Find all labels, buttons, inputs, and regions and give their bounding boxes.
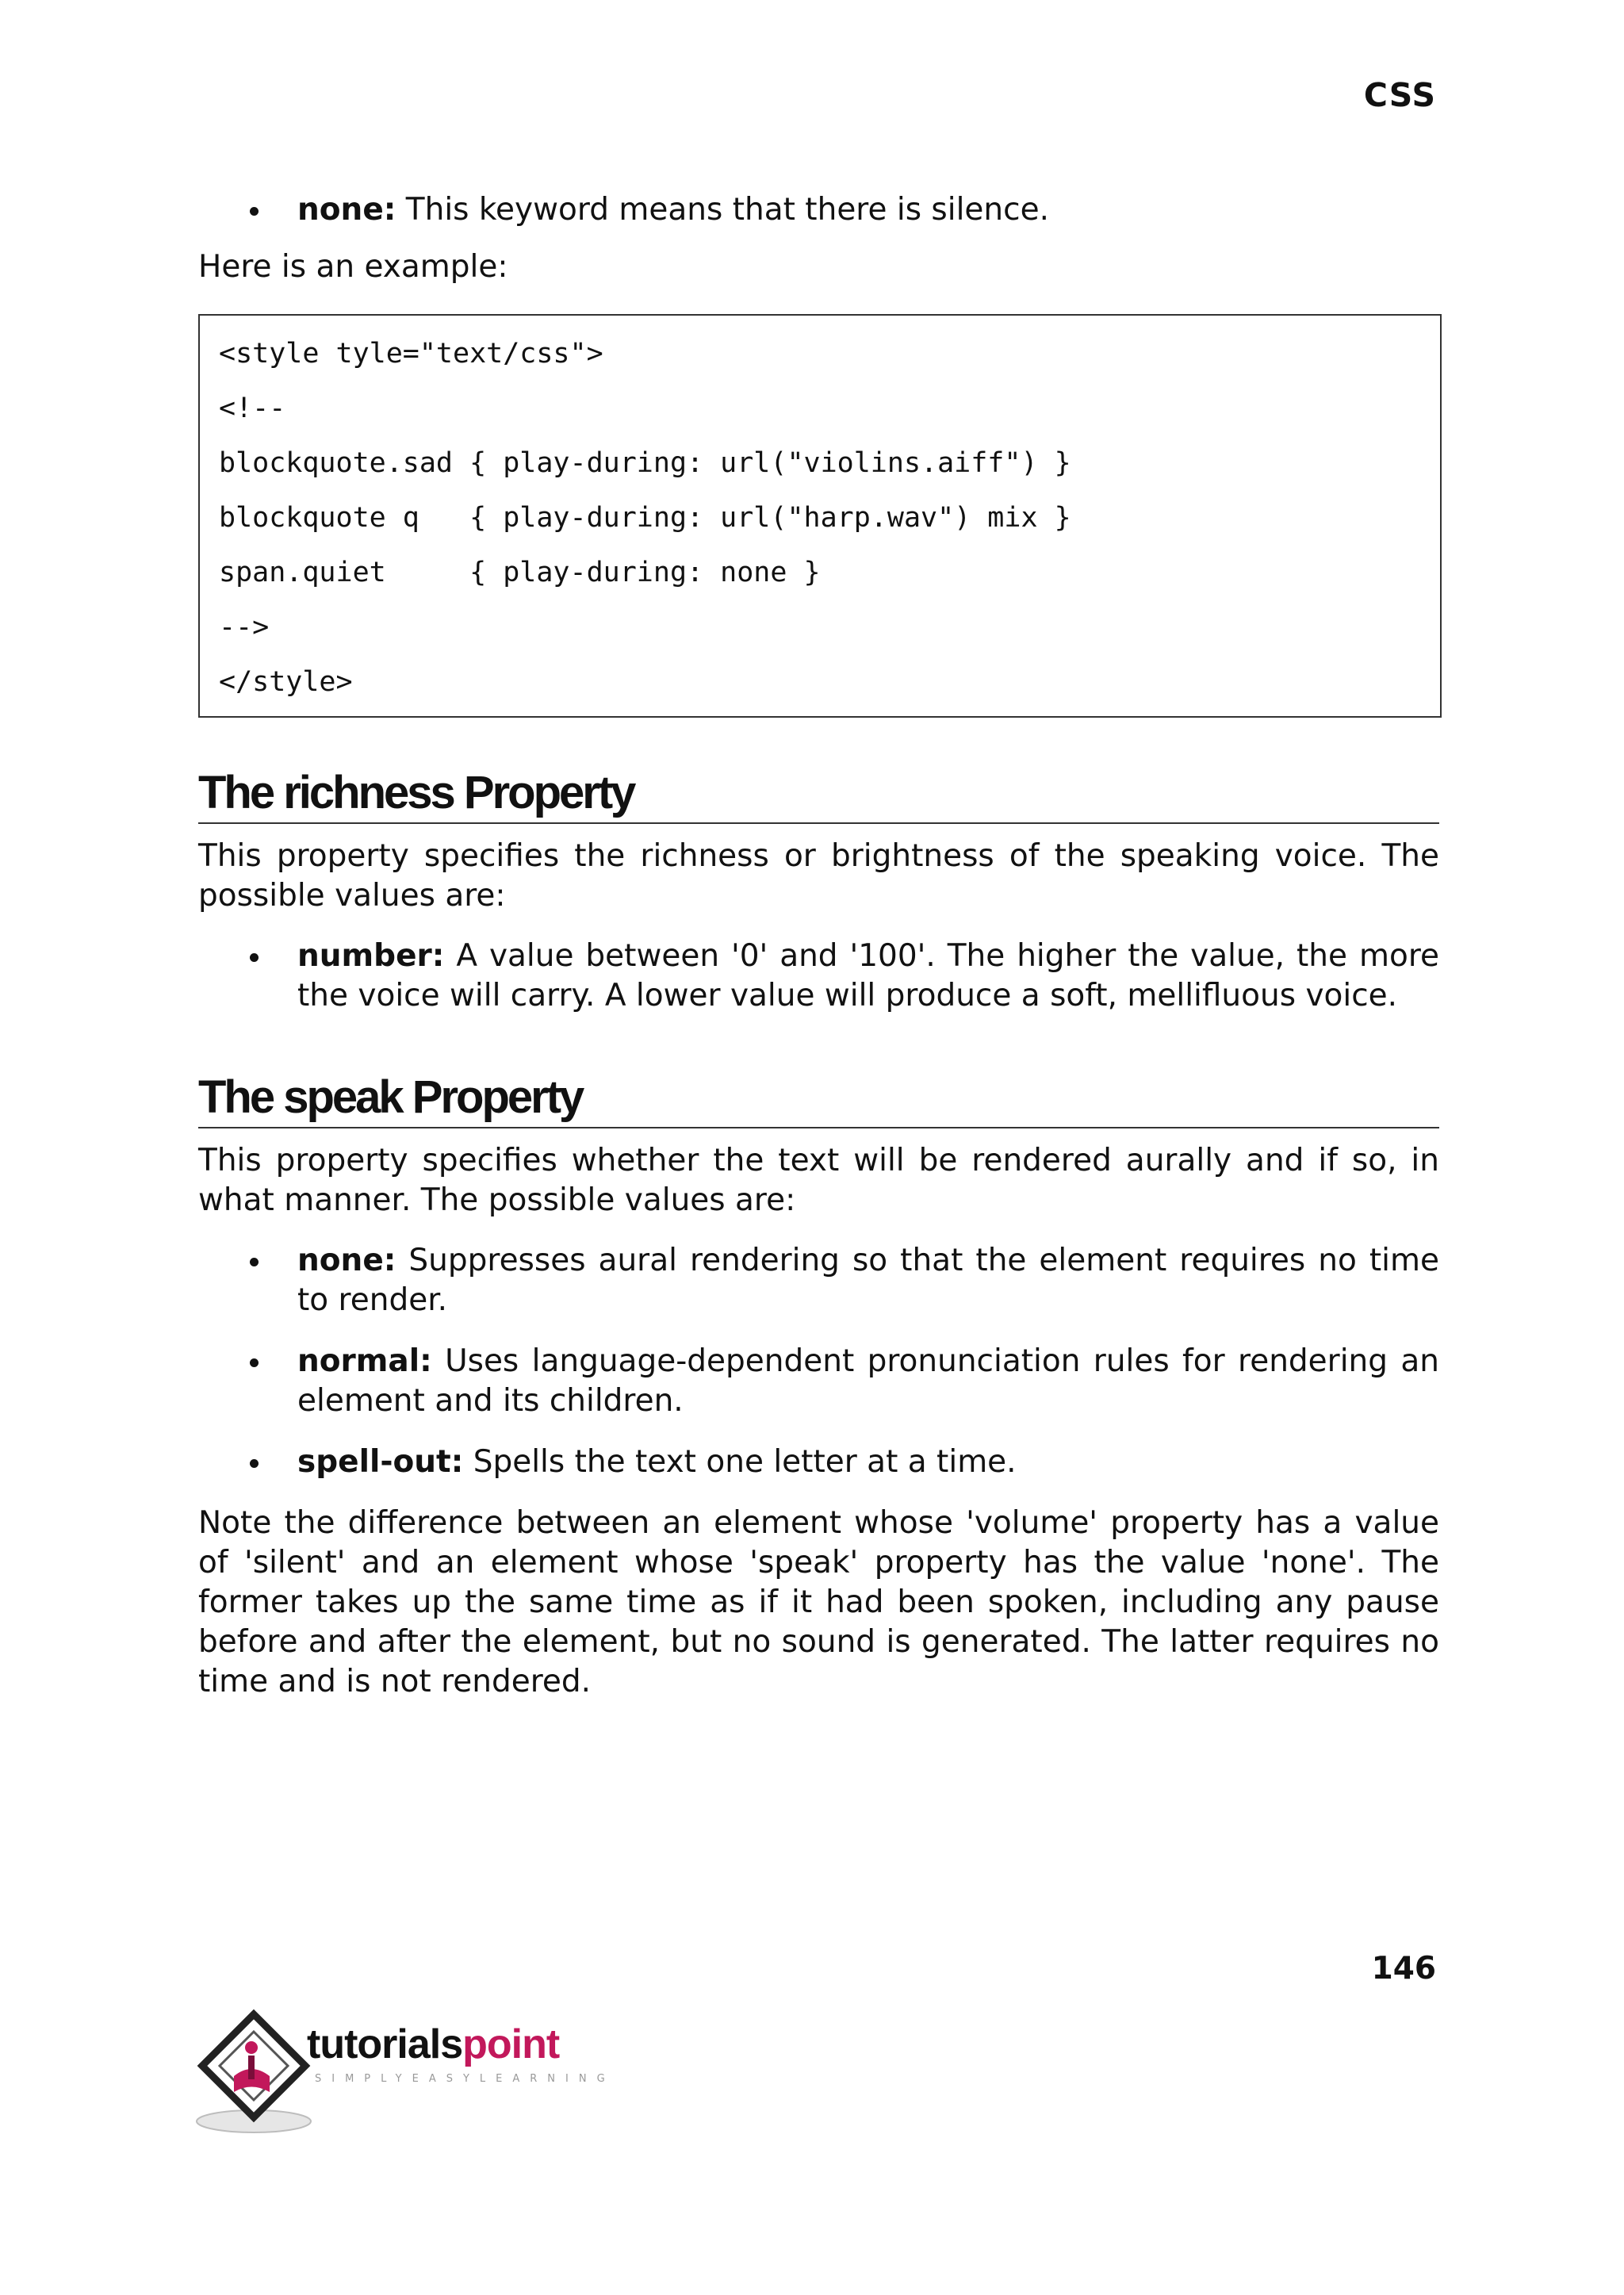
page-content <box>198 190 1439 1702</box>
bullet-text: Uses language-dependent pronunciation rules for rendering an element and its children. <box>297 1343 1439 1419</box>
richness-bullet-list <box>198 937 1439 1016</box>
bullet-text: This keyword means that there is silence. <box>396 192 1049 228</box>
list-item <box>198 190 1439 230</box>
speak-bullet-list <box>198 1241 1439 1482</box>
logo-wordmark-accent: point <box>462 2021 560 2067</box>
list-item <box>198 1342 1439 1421</box>
list-item <box>198 1443 1439 1482</box>
code-line: blockquote q { play-during: url("harp.wav") mix } <box>219 502 1071 534</box>
bullet-term: spell-out: <box>297 1444 464 1480</box>
bullet-term: number: <box>297 938 445 974</box>
bullet-term: none: <box>297 1243 396 1278</box>
tutorialspoint-logo <box>194 2006 615 2141</box>
speak-heading: The speak Property <box>198 1071 1439 1128</box>
code-line: blockquote.sad { play-during: url("violins.aiff") } <box>219 447 1071 479</box>
bullet-dot <box>250 1258 259 1266</box>
logo-diamond-icon <box>194 2006 313 2141</box>
page-number: 146 <box>1371 1951 1436 1987</box>
example-label: Here is an example: <box>198 249 508 285</box>
running-header: CSS <box>1363 76 1436 114</box>
logo-wordmark <box>307 2021 559 2068</box>
bullet-term: normal: <box>297 1343 432 1379</box>
bullet-text: Spells the text one letter at a time. <box>463 1444 1017 1480</box>
code-block <box>198 314 1442 718</box>
code-line: span.quiet { play-during: none } <box>219 557 821 588</box>
list-item <box>198 1241 1439 1320</box>
code-line: <style tyle="text/css"> <box>219 338 603 370</box>
logo-wordmark-dark: tutorials <box>307 2021 463 2067</box>
richness-heading: The richness Property <box>198 767 1439 824</box>
richness-intro: This property specifies the richness or brightness of the speaking voice. The possible values are: <box>198 838 1439 914</box>
bullet-text: Suppresses aural rendering so that the element requires no time to render. <box>297 1243 1439 1318</box>
code-line: <!-- <box>219 393 286 424</box>
logo-tagline: SIMPLYEASYLEARNING <box>315 2073 615 2085</box>
bullet-text: A value between '0' and '100'. The higher the value, the more the voice will carry. A lower value will produce a soft, mellifluous voice. <box>297 938 1439 1013</box>
bullet-dot <box>250 1358 259 1367</box>
list-item <box>198 937 1439 1016</box>
bullet-dot <box>250 953 259 962</box>
speak-intro: This property specifies whether the text will be rendered aurally and if so, in what manner. The possible values are: <box>198 1143 1439 1218</box>
bullet-term: none: <box>297 192 396 228</box>
bullet-dot <box>250 1459 259 1468</box>
speak-note: Note the difference between an element whose 'volume' property has a value of 'silent' and an element whose 'speak' property has the value 'none'. The former takes up the same time as if it had been spoken, including any pause before and after the element, but no sound is generated. The latter requires no time and is not rendered. <box>198 1505 1439 1699</box>
code-line: </style> <box>219 666 353 698</box>
code-line: --> <box>219 611 270 643</box>
intro-bullet-list <box>198 190 1439 230</box>
bullet-dot <box>250 207 259 216</box>
